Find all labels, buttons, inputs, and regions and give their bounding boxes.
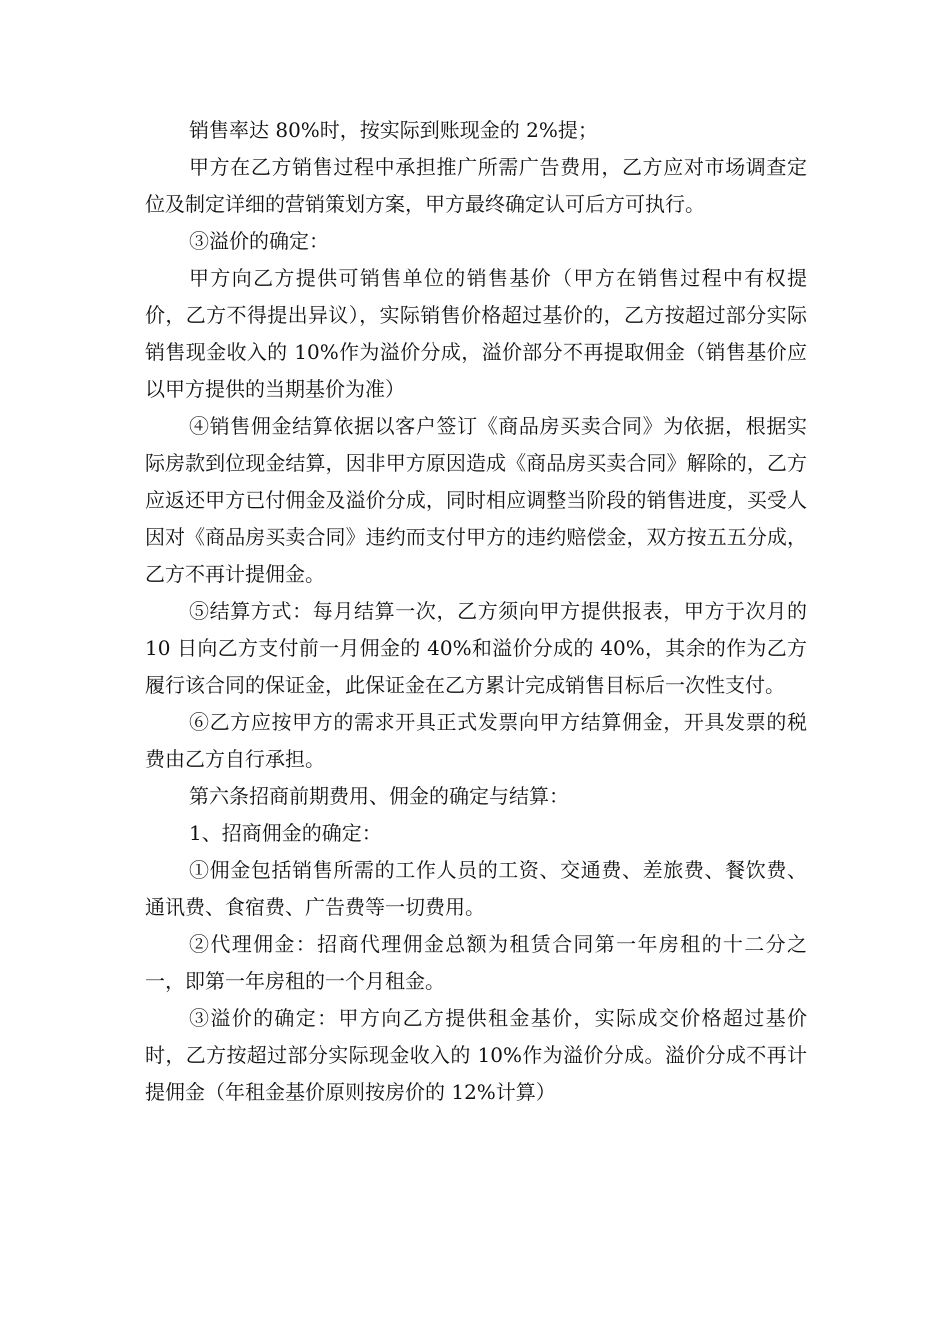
paragraph-base-price: 甲方向乙方提供可销售单位的销售基价（甲方在销售过程中有权提价，乙方不得提出异议），实际销售价格超过基价的，乙方按超过部分实际销售现金收入的 10%作为溢价分成，溢价部分不再提取佣金（销售基价应以甲方提供的当期基价为准） [145,266,807,401]
paragraph-advertising-costs: 甲方在乙方销售过程中承担推广所需广告费用，乙方应对市场调查定位及制定详细的营销策划方案，甲方最终确定认可后方可执行。 [145,155,807,216]
paragraph-article-six: 第六条招商前期费用、佣金的确定与结算： [189,784,569,808]
paragraph-agency-commission: ②代理佣金：招商代理佣金总额为租赁合同第一年房租的十二分之一，即第一年房租的一个月租金。 [145,932,807,993]
paragraph-sales-rate: 销售率达 80%时，按实际到账现金的 2%提； [189,118,598,142]
paragraph-premium-heading: ③溢价的确定： [189,229,329,253]
paragraph-settlement-method: ⑤结算方式：每月结算一次，乙方须向甲方提供报表，甲方于次月的 10 日向乙方支付前一月佣金的 40%和溢价分成的 40%，其余的作为乙方履行该合同的保证金，此保证金在乙方累计完成销售目标后一次性支付。 [145,599,807,697]
paragraph-commission-includes: ①佣金包括销售所需的工作人员的工资、交通费、差旅费、餐饮费、通讯费、食宿费、广告费等一切费用。 [145,858,807,919]
document-body [145,112,807,1111]
paragraph-invoice: ⑥乙方应按甲方的需求开具正式发票向甲方结算佣金，开具发票的税费由乙方自行承担。 [145,710,807,771]
paragraph-leasing-commission-heading: 1、招商佣金的确定： [189,821,382,845]
paragraph-rent-premium: ③溢价的确定：甲方向乙方提供租金基价，实际成交价格超过基价时，乙方按超过部分实际现金收入的 10%作为溢价分成。溢价分成不再计提佣金（年租金基价原则按房价的 12%计算） [145,1006,807,1104]
paragraph-commission-settlement-basis: ④销售佣金结算依据以客户签订《商品房买卖合同》为依据，根据实际房款到位现金结算，因非甲方原因造成《商品房买卖合同》解除的，乙方应返还甲方已付佣金及溢价分成，同时相应调整当阶段的销售进度，买受人因对《商品房买卖合同》违约而支付甲方的违约赔偿金，双方按五五分成，乙方不再计提佣金。 [145,414,807,586]
